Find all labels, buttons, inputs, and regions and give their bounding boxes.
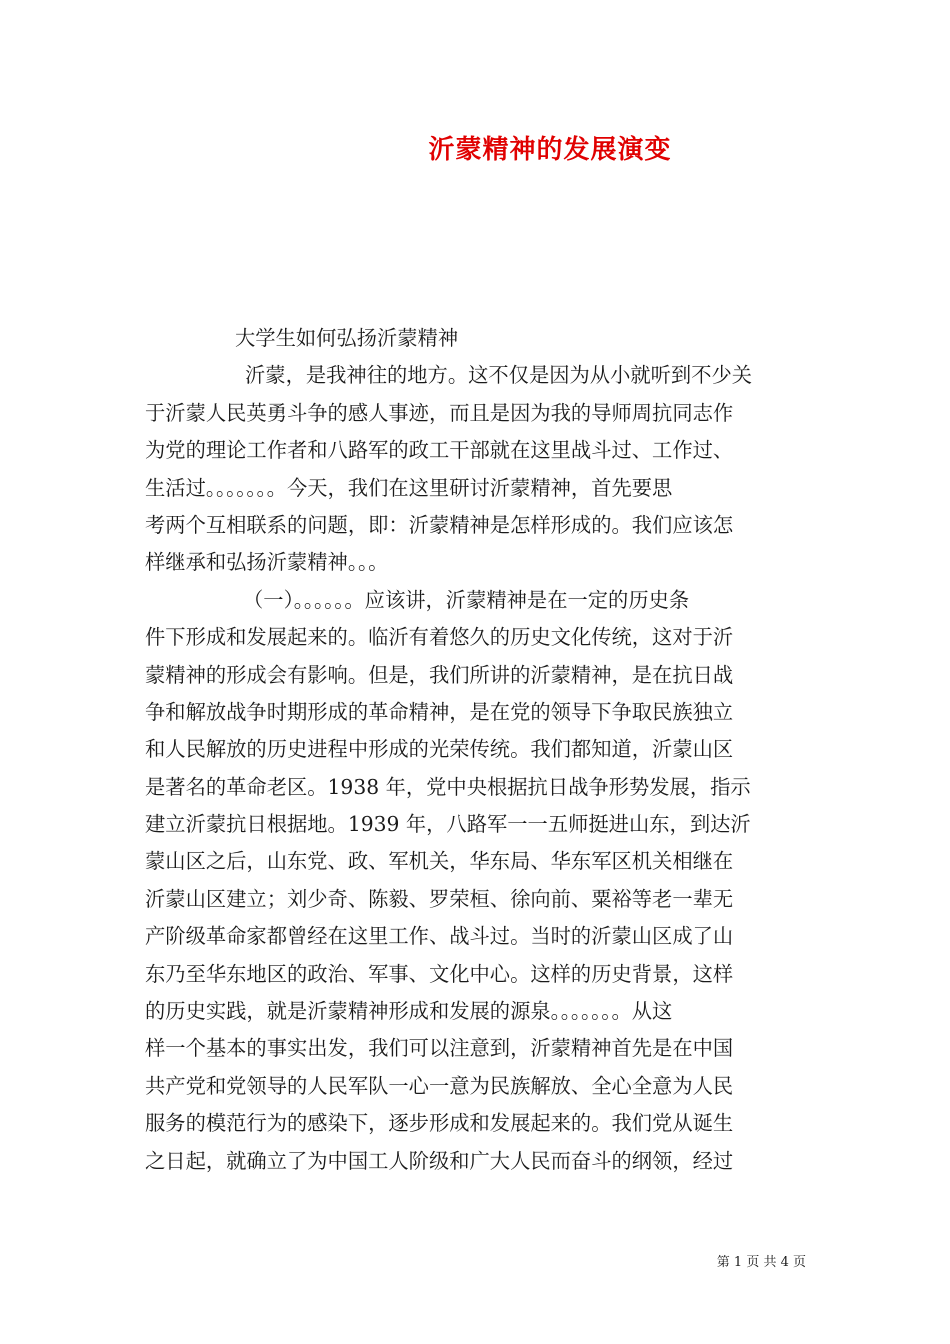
document-title: 沂蒙精神的发展演变 [428,135,672,165]
subheading: 大学生如何弘扬沂蒙精神 [235,326,459,350]
page-number: 第 1 页 共 4 页 [716,1255,806,1270]
text-line: 为党的理论工作者和八路军的政工干部就在这里战斗过、工作过、 [145,438,734,463]
text-line: 和人民解放的历史进程中形成的光荣传统。我们都知道，沂蒙山区 [145,737,734,762]
text-line: 考两个互相联系的问题，即：沂蒙精神是怎样形成的。我们应该怎 [145,512,734,537]
text-line: 于沂蒙人民英勇斗争的感人事迹，而且是因为我的导师周抗同志作 [145,400,734,425]
text-line: 服务的模范行为的感染下，逐步形成和发展起来的。我们党从诞生 [145,1111,734,1136]
text-line: 样继承和弘扬沂蒙精神。。。 [145,550,389,575]
text-line: 件下形成和发展起来的。临沂有着悠久的历史文化传统，这对于沂 [145,625,734,650]
text-line: 东乃至华东地区的政治、军事、文化中心。这样的历史背景，这样 [145,961,734,986]
text-line: 蒙精神的形成会有影响。但是，我们所讲的沂蒙精神，是在抗日战 [145,662,734,687]
document-body [145,320,805,1180]
text-line: 共产党和党领导的人民军队一心一意为民族解放、全心全意为人民 [145,1073,734,1098]
text-line: 建立沂蒙抗日根据地。1939 年，八路军一一五师挺进山东，到达沂 [145,812,751,837]
text-line: 的历史实践，就是沂蒙精神形成和发展的源泉。。。。。。。从这 [145,999,673,1024]
text-line: 产阶级革命家都曾经在这里工作、战斗过。当时的沂蒙山区成了山 [145,924,734,949]
text-line: 生活过。。。。。。。今天，我们在这里研讨沂蒙精神，首先要思 [145,475,673,500]
text-line: 沂蒙，是我神往的地方。这不仅是因为从小就听到不少关 [245,363,753,388]
text-line: 沂蒙山区建立；刘少奇、陈毅、罗荣桓、徐向前、粟裕等老一辈无 [145,886,734,911]
text-line: （一）。。。。。。应该讲，沂蒙精神是在一定的历史条 [243,587,690,612]
text-line: 之日起，就确立了为中国工人阶级和广大人民而奋斗的纲领，经过 [145,1148,734,1173]
text-line: 争和解放战争时期形成的革命精神，是在党的领导下争取民族独立 [145,699,734,724]
text-line: 蒙山区之后，山东党、政、军机关，华东局、华东军区机关相继在 [145,849,734,874]
text-line: 是著名的革命老区。1938 年，党中央根据抗日战争形势发展，指示 [145,774,751,799]
text-line: 样一个基本的事实出发，我们可以注意到，沂蒙精神首先是在中国 [145,1036,734,1061]
